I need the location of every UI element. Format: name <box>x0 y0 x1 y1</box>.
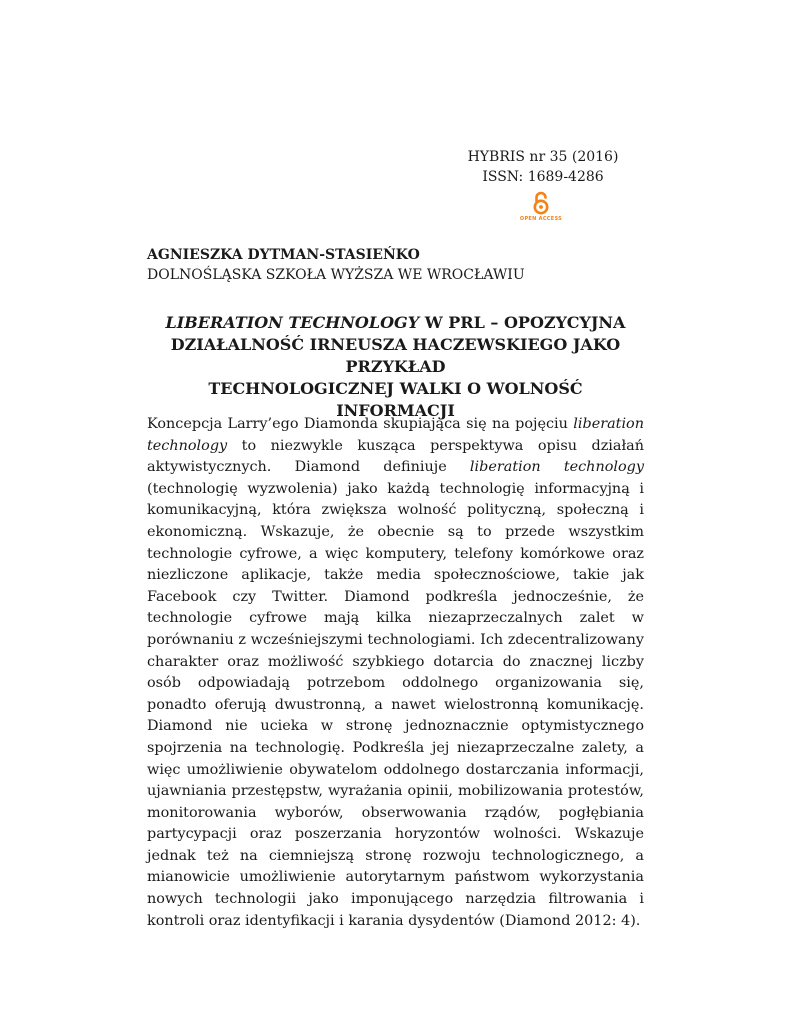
abstract-term-1: liberation technology <box>147 416 644 454</box>
abstract-segment-1: Koncepcja Larry’ego Diamonda skupiająca się na pojęciu <box>147 416 574 432</box>
title-line-1-rest: W PRL – OPOZYCYJNA <box>419 313 626 332</box>
open-access-lock-icon <box>532 191 550 215</box>
open-access-logo <box>515 191 567 222</box>
journal-info <box>463 147 623 187</box>
author-name: AGNIESZKA DYTMAN-STASIEŃKO <box>147 247 420 263</box>
journal-issue: HYBRIS nr 35 (2016) <box>467 149 619 165</box>
abstract-segment-2: to niezwykle kusząca perspektywa opisu działań aktywistycznych. Diamond definiuje <box>147 437 644 476</box>
article-title <box>147 312 644 422</box>
author-affiliation: DOLNOŚLĄSKA SZKOŁA WYŻSZA WE WROCŁAWIU <box>147 267 525 283</box>
title-italic-part: LIBERATION TECHNOLOGY <box>165 313 420 332</box>
journal-issn: ISSN: 1689-4286 <box>482 169 604 185</box>
abstract-segment-3: (technologię wyzwolenia) jako każdą technologię informacyjną i komunikacyjną, która zwiększa wolność polityczną, społeczną i ekonomiczną. Wskazuje, że obecnie są to przede wszystkim technologie cyfrowe, a więc komputery, telefony komórkowe oraz niezliczone aplikacje, także media społecznościowe, takie jak Facebook czy Twitter. Diamond podkreśla jednocześnie, że technologie cyfrowe mają kilka niezaprzeczalnych zalet w porównaniu z wcześniejszymi technologiami. Ich zdecentralizowany charakter oraz możliwość szybkiego dotarcia do znacznej liczby osób odpowiadają potrzebom oddolnego organizowania się, ponadto oferują dwustronną, a nawet wielostronną komunikację. Diamond nie ucieka w stronę jednoznacznie optymistycznego spojrzenia na technologię. Podkreśla jej niezaprzeczalne zalety, a więc umożliwienie obywatelom oddolnego dostarczania informacji, ujawniania przestępstw, wyrażania opinii, mobilizowania protestów, monitorowania wyborów, obserwowania rządów, pogłębiania partycypacji oraz poszerzania horyzontów wolności. Wskazuje jednak też na ciemniejszą stronę rozwoju technologicznego, a mianowicie umożliwienie autorytarnym państwom wykorzystania nowych technologii jako imponującego narzędzia filtrowania i kontroli oraz identyfikacji i karania dysydentów (Diamond 2012: 4). <box>147 480 644 929</box>
abstract-term-2: liberation technology <box>469 459 644 476</box>
title-line-3: TECHNOLOGICZNEJ WALKI O WOLNOŚĆ INFORMACJI <box>208 379 583 420</box>
title-line-2: DZIAŁALNOŚĆ IRNEUSZA HACZEWSKIEGO JAKO PRZYKŁAD <box>170 335 621 376</box>
open-access-label: OPEN ACCESS <box>519 216 563 222</box>
abstract-paragraph <box>147 414 644 932</box>
